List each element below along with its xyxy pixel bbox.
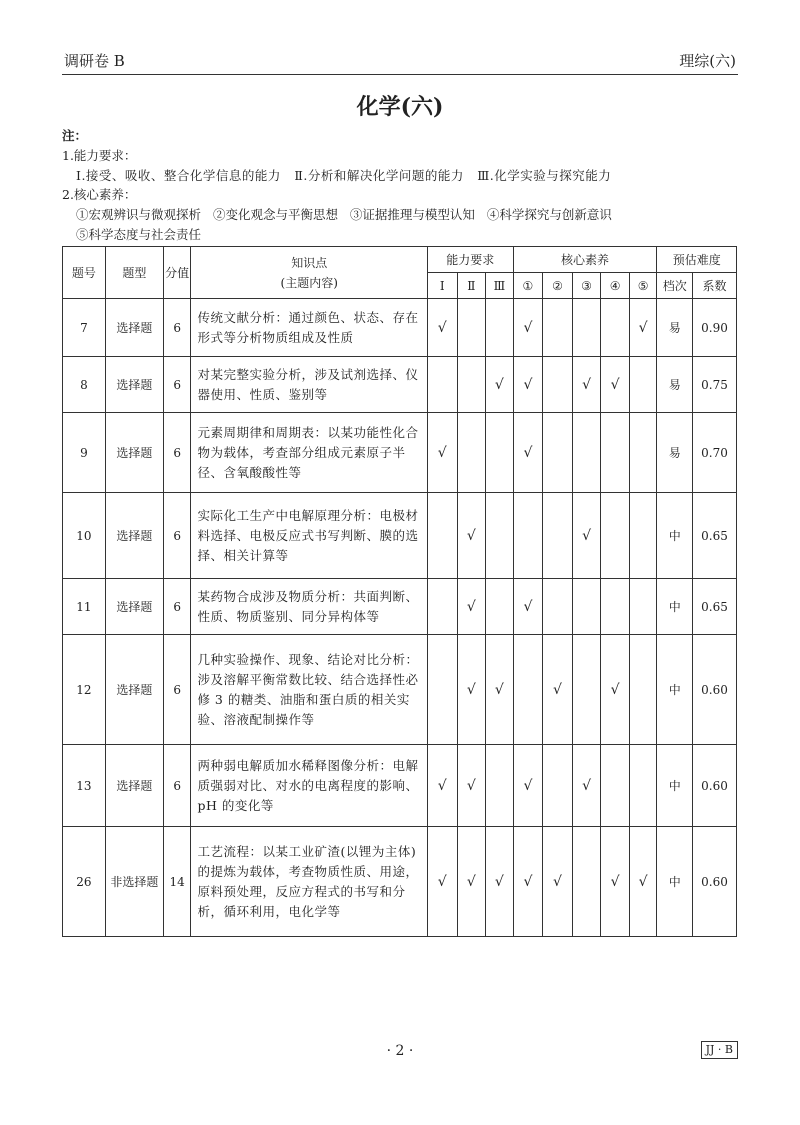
cell-coef: 0.75 <box>693 357 737 413</box>
cell-ability-check: √ <box>427 827 457 937</box>
page-number: · 2 · <box>386 1043 414 1059</box>
header-knowledge-main: 知识点 <box>291 255 328 270</box>
cell-no: 7 <box>63 299 106 357</box>
cell-level: 易 <box>657 299 693 357</box>
cell-ability-check <box>486 493 514 579</box>
header-right: 理综(六) <box>679 52 736 70</box>
table-row <box>63 299 737 357</box>
cell-ability-check: √ <box>427 745 457 827</box>
header-no: 题号 <box>63 247 106 299</box>
cell-literacy-check: √ <box>572 745 601 827</box>
cell-literacy-check <box>572 827 601 937</box>
page-title: 化学(六) <box>356 94 444 120</box>
cell-literacy-check <box>601 493 630 579</box>
cell-type: 选择题 <box>105 357 163 413</box>
cell-ability-check <box>457 413 486 493</box>
cell-literacy-check: √ <box>513 745 543 827</box>
literacy-5: ⑤科学态度与社会责任 <box>76 226 202 242</box>
cell-no: 13 <box>63 745 106 827</box>
table-row <box>63 413 737 493</box>
cell-literacy-check <box>543 493 573 579</box>
cell-literacy-check: √ <box>572 357 601 413</box>
literacy-3: ③证据推理与模型认知 <box>349 207 475 223</box>
cell-no: 10 <box>63 493 106 579</box>
cell-knowledge: 工艺流程：以某工业矿渣(以锂为主体)的提炼为载体，考查物质性质、用途，原料预处理，反应方程式的书写和分析，循环利用，电化学等 <box>191 827 428 937</box>
cell-ability-check: √ <box>427 413 457 493</box>
cell-knowledge: 元素周期律和周期表：以某功能性化合物为载体，考查部分组成元素原子半径、含氧酸酸性等 <box>191 413 428 493</box>
cell-literacy-check: √ <box>601 357 630 413</box>
cell-literacy-check <box>572 413 601 493</box>
cell-literacy-check: √ <box>572 493 601 579</box>
cell-no: 11 <box>63 579 106 635</box>
cell-literacy-check <box>601 413 630 493</box>
cell-ability-check <box>457 299 486 357</box>
cell-ability-check: √ <box>457 635 486 745</box>
cell-coef: 0.65 <box>693 493 737 579</box>
table-row <box>63 493 737 579</box>
cell-literacy-check <box>543 299 573 357</box>
cell-ability-check <box>427 579 457 635</box>
cell-level: 易 <box>657 413 693 493</box>
cell-score: 6 <box>163 299 191 357</box>
cell-level: 中 <box>657 827 693 937</box>
spec-table <box>62 246 737 937</box>
cell-level: 中 <box>657 745 693 827</box>
cell-literacy-check: √ <box>543 827 573 937</box>
cell-ability-check <box>427 493 457 579</box>
header-knowledge <box>191 247 428 299</box>
cell-coef: 0.70 <box>693 413 737 493</box>
cell-score: 6 <box>163 413 191 493</box>
cell-literacy-check: √ <box>513 579 543 635</box>
cell-no: 12 <box>63 635 106 745</box>
header-literacy-col: ③ <box>572 273 601 299</box>
cell-knowledge: 传统文献分析：通过颜色、状态、存在形式等分析物质组成及性质 <box>191 299 428 357</box>
cell-no: 8 <box>63 357 106 413</box>
cell-knowledge: 实际化工生产中电解原理分析：电极材料选择、电极反应式书写判断、膜的选择、相关计算等 <box>191 493 428 579</box>
cell-ability-check: √ <box>457 579 486 635</box>
header-knowledge-sub: (主题内容) <box>280 275 338 290</box>
cell-literacy-check <box>629 745 657 827</box>
cell-literacy-check <box>543 579 573 635</box>
cell-literacy-check <box>513 493 543 579</box>
cell-literacy-check <box>629 357 657 413</box>
literacy-2: ②变化观念与平衡思想 <box>212 207 338 223</box>
header-coef: 系数 <box>693 273 737 299</box>
cell-score: 6 <box>163 579 191 635</box>
ability-1: Ⅰ.接受、吸收、整合化学信息的能力 <box>76 167 281 183</box>
cell-level: 易 <box>657 357 693 413</box>
cell-literacy-check: √ <box>629 827 657 937</box>
cell-literacy-check: √ <box>601 635 630 745</box>
cell-literacy-check: √ <box>513 827 543 937</box>
header-left: 调研卷 B <box>64 52 125 70</box>
table-row <box>63 635 737 745</box>
cell-literacy-check <box>572 635 601 745</box>
cell-literacy-check: √ <box>513 299 543 357</box>
cell-literacy-check: √ <box>513 357 543 413</box>
header-literacy-col: ① <box>513 273 543 299</box>
cell-ability-check: √ <box>457 745 486 827</box>
cell-ability-check <box>486 299 514 357</box>
cell-knowledge: 几种实验操作、现象、结论对比分析：涉及溶解平衡常数比较、结合选择性必修 3 的糖类、油脂和蛋白质的相关实验、溶液配制操作等 <box>191 635 428 745</box>
cell-literacy-check <box>629 493 657 579</box>
footer-badge: JJ · B <box>701 1041 738 1059</box>
cell-knowledge: 对某完整实验分析，涉及试剂选择、仪器使用、性质、鉴别等 <box>191 357 428 413</box>
cell-coef: 0.90 <box>693 299 737 357</box>
cell-coef: 0.60 <box>693 827 737 937</box>
cell-ability-check: √ <box>457 827 486 937</box>
cell-ability-check: √ <box>427 299 457 357</box>
cell-level: 中 <box>657 579 693 635</box>
cell-literacy-check <box>513 635 543 745</box>
table-row <box>63 827 737 937</box>
header-literacy-col: ⑤ <box>629 273 657 299</box>
notes-block <box>62 126 612 245</box>
notes-ability-list <box>62 166 612 186</box>
cell-literacy-check <box>543 413 573 493</box>
cell-ability-check <box>427 635 457 745</box>
page-header <box>62 48 738 72</box>
cell-type: 选择题 <box>105 299 163 357</box>
header-type: 题型 <box>105 247 163 299</box>
cell-type: 选择题 <box>105 579 163 635</box>
cell-score: 6 <box>163 745 191 827</box>
cell-ability-check <box>427 357 457 413</box>
cell-level: 中 <box>657 635 693 745</box>
header-score: 分值 <box>163 247 191 299</box>
cell-ability-check: √ <box>457 493 486 579</box>
header-ability-col: Ⅱ <box>457 273 486 299</box>
header-ability-col: Ⅲ <box>486 273 514 299</box>
header-ability: 能力要求 <box>427 247 513 273</box>
header-literacy-col: ④ <box>601 273 630 299</box>
cell-type: 选择题 <box>105 745 163 827</box>
notes-label: 注： <box>62 128 88 143</box>
cell-knowledge: 某药物合成涉及物质分析：共面判断、性质、物质鉴别、同分异构体等 <box>191 579 428 635</box>
notes-literacy-list <box>62 205 612 225</box>
table-row <box>63 357 737 413</box>
cell-literacy-check <box>629 413 657 493</box>
header-difficulty: 预估难度 <box>657 247 737 273</box>
cell-ability-check <box>486 579 514 635</box>
cell-type: 选择题 <box>105 413 163 493</box>
cell-knowledge: 两种弱电解质加水稀释图像分析：电解质强弱对比、对水的电离程度的影响、pH 的变化等 <box>191 745 428 827</box>
cell-type: 选择题 <box>105 635 163 745</box>
cell-type: 选择题 <box>105 493 163 579</box>
ability-2: Ⅱ.分析和解决化学问题的能力 <box>294 167 464 183</box>
cell-literacy-check <box>629 579 657 635</box>
header-ability-col: Ⅰ <box>427 273 457 299</box>
cell-score: 6 <box>163 357 191 413</box>
header-rule <box>62 74 738 75</box>
cell-literacy-check: √ <box>513 413 543 493</box>
cell-literacy-check <box>572 299 601 357</box>
cell-type: 非选择题 <box>105 827 163 937</box>
cell-literacy-check <box>629 635 657 745</box>
cell-literacy-check: √ <box>629 299 657 357</box>
cell-literacy-check <box>601 299 630 357</box>
notes-ability-heading: 1.能力要求： <box>62 147 137 163</box>
cell-literacy-check <box>572 579 601 635</box>
table-row <box>63 579 737 635</box>
cell-ability-check <box>486 413 514 493</box>
cell-coef: 0.65 <box>693 579 737 635</box>
cell-literacy-check: √ <box>543 635 573 745</box>
table-row <box>63 745 737 827</box>
ability-3: Ⅲ.化学实验与探究能力 <box>477 167 612 183</box>
cell-coef: 0.60 <box>693 635 737 745</box>
header-level: 档次 <box>657 273 693 299</box>
header-literacy-col: ② <box>543 273 573 299</box>
cell-ability-check <box>486 745 514 827</box>
cell-score: 6 <box>163 493 191 579</box>
header-literacy: 核心素养 <box>513 247 657 273</box>
literacy-1: ①宏观辨识与微观探析 <box>76 207 202 223</box>
cell-no: 26 <box>63 827 106 937</box>
cell-score: 6 <box>163 635 191 745</box>
cell-no: 9 <box>63 413 106 493</box>
cell-ability-check: √ <box>486 635 514 745</box>
cell-coef: 0.60 <box>693 745 737 827</box>
cell-literacy-check <box>601 579 630 635</box>
cell-literacy-check: √ <box>601 827 630 937</box>
cell-ability-check: √ <box>486 357 514 413</box>
literacy-4: ④科学探究与创新意识 <box>486 207 612 223</box>
cell-literacy-check <box>543 357 573 413</box>
cell-ability-check <box>457 357 486 413</box>
notes-literacy-heading: 2.核心素养： <box>62 187 137 203</box>
cell-level: 中 <box>657 493 693 579</box>
cell-literacy-check <box>543 745 573 827</box>
cell-ability-check: √ <box>486 827 514 937</box>
cell-literacy-check <box>601 745 630 827</box>
cell-score: 14 <box>163 827 191 937</box>
